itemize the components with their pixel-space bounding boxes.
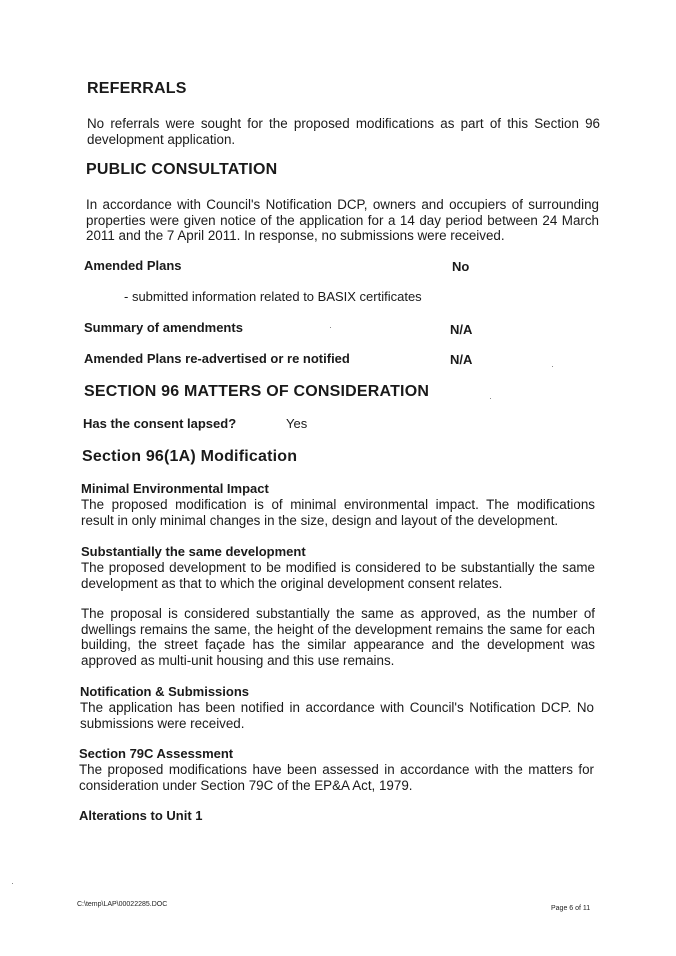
amended-plans-note: - submitted information related to BASIX certificates (124, 289, 422, 304)
minimal-impact-heading: Minimal Environmental Impact (81, 481, 269, 496)
notification-heading: Notification & Submissions (80, 684, 250, 699)
footer-file-path: C:\temp\LAP\00022285.DOC (77, 901, 168, 908)
amended-plans-value: No (452, 259, 470, 274)
section79c-body: The proposed modifications have been assessed in accordance with the matters for consideration under Section 79C of the EP&A Act, 1979. (79, 762, 594, 793)
readvertised-label: Amended Plans re-advertised or re notified (84, 351, 350, 366)
readvertised-value: N/A (450, 352, 473, 367)
footer-page-number: Page 6 of 11 (551, 905, 591, 912)
referrals-heading: REFERRALS (87, 80, 187, 97)
referrals-body: No referrals were sought for the proposed modifications as part of this Section 96 development application. (87, 116, 600, 147)
substantially-same-body-2: The proposal is considered substantially the same as approved, as the number of dwellings remains the same, the height of the development remains the same for each building, the street façade has the similar appearance and the development was approved as multi-unit housing and this use remains. (81, 606, 595, 668)
consent-lapsed-value: Yes (286, 416, 308, 431)
modification-heading: Section 96(1A) Modification (82, 448, 298, 465)
scan-speck (330, 327, 331, 328)
section79c-heading: Section 79C Assessment (79, 746, 234, 761)
public-consultation-body: In accordance with Council's Notification DCP, owners and occupiers of surrounding properties were given notice of the application for a 14 day period between 24 March 2011 and the 7 April 2011. In response, no submissions were received. (86, 197, 599, 244)
notification-body: The application has been notified in accordance with Council's Notification DCP. No submissions were received. (80, 700, 594, 731)
scan-speck (490, 398, 491, 399)
summary-of-amendments-value: N/A (450, 322, 473, 337)
substantially-same-body-1: The proposed development to be modified is considered to be substantially the same development as that to which the original development consent relates. (81, 560, 595, 591)
public-consultation-heading: PUBLIC CONSULTATION (86, 161, 278, 178)
amended-plans-label: Amended Plans (84, 258, 182, 273)
consent-lapsed-label: Has the consent lapsed? (83, 416, 237, 431)
summary-of-amendments-label: Summary of amendments (84, 320, 243, 335)
minimal-impact-body: The proposed modification is of minimal environmental impact. The modifications result in only minimal changes in the size, design and layout of the development. (81, 497, 595, 528)
section96-matters-heading: SECTION 96 MATTERS OF CONSIDERATION (84, 383, 430, 400)
scan-speck (12, 883, 13, 884)
scan-speck (552, 366, 553, 367)
substantially-same-heading: Substantially the same development (81, 544, 306, 559)
alterations-heading: Alterations to Unit 1 (79, 808, 203, 823)
